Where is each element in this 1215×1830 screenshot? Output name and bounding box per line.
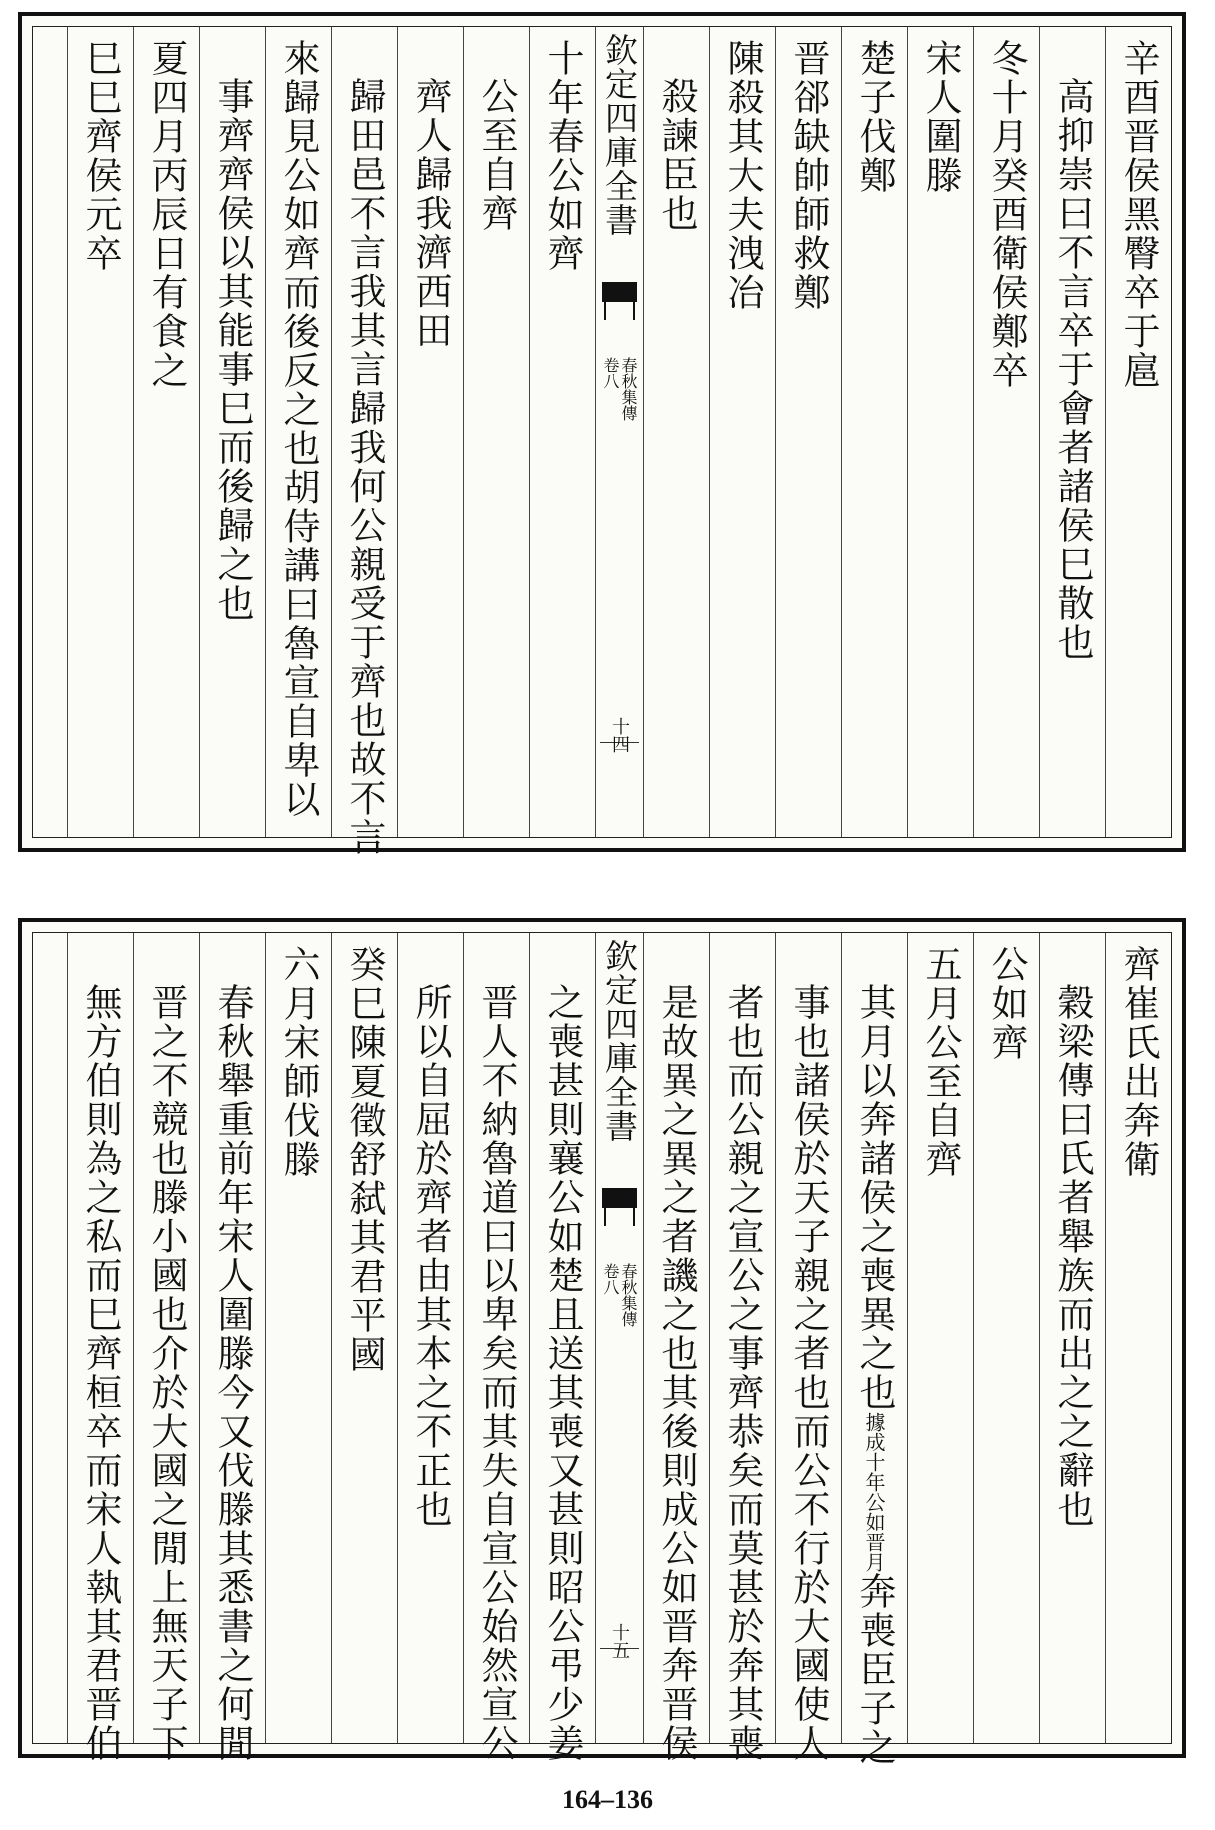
top-col-r6: 晋郤缺帥師救鄭	[775, 27, 841, 837]
bottom-fish-tail-mark-lower	[604, 1208, 635, 1226]
top-fish-tail-mark-lower	[604, 302, 635, 320]
bottom-col-r5	[841, 933, 907, 1767]
bottom-col-l1: 之喪甚則襄公如楚且送其喪又甚則昭公弔少姜	[529, 933, 595, 1743]
bottom-col-l7: 晋之不競也滕小國也介於大國之閒上無天子下	[133, 933, 199, 1743]
bottom-page	[18, 918, 1186, 1767]
top-col-l6: 事齊齊侯以其能事巳而後歸之也	[199, 27, 265, 837]
bottom-col-r1: 齊崔氏出奔衛	[1105, 933, 1171, 1743]
bottom-col-r2: 穀梁傳曰氏者舉族而出之之辭也	[1039, 933, 1105, 1743]
bottom-col-r3: 公如齊	[973, 933, 1039, 1743]
top-page	[18, 12, 1186, 857]
bottom-sub-title: 春秋集傳 卷八	[601, 1263, 638, 1327]
bottom-col-r5-text: 其月以奔諸侯之喪異之也據成十年公如晋月奔喪臣子之	[842, 983, 907, 1767]
top-book-title: 欽定四庫全書	[600, 33, 639, 237]
bottom-col-l4: 癸巳陳夏徵舒弑其君平國	[331, 933, 397, 1743]
top-col-l3: 齊人歸我濟西田	[397, 27, 463, 837]
bottom-col-r6: 事也諸侯於天子親之者也而公不行於大國使人	[775, 933, 841, 1743]
top-leaf-number: 十四	[609, 717, 630, 753]
bottom-leaf-number: 十五	[609, 1623, 630, 1659]
top-col-r3: 冬十月癸酉衛侯鄭卒	[973, 27, 1039, 837]
bottom-col-l3: 所以自屈於齊者由其本之不正也	[397, 933, 463, 1743]
top-col-l7: 夏四月丙辰日有食之	[133, 27, 199, 837]
bottom-col-l2: 晋人不納魯道曰以卑矣而其失自宣公始然宣公	[463, 933, 529, 1743]
bottom-col-l5: 六月宋師伐滕	[265, 933, 331, 1743]
bottom-fish-tail-mark	[602, 1188, 637, 1208]
page-number-footer: 164–136	[562, 1785, 653, 1814]
bottom-col-r7: 者也而公親之宣公之事齊恭矣而莫甚於奔其喪	[709, 933, 775, 1743]
top-page-frame	[32, 26, 1172, 857]
top-col-l5: 來歸見公如齊而後反之也胡侍講曰魯宣自卑以	[265, 27, 331, 837]
top-col-l8: 巳巳齊侯元卒	[67, 27, 133, 837]
bottom-col-r8: 是故異之異之者譏之也其後則成公如晋奔晋侯	[643, 933, 709, 1743]
bottom-col-l8: 無方伯則為之私而巳齊桓卒而宋人執其君晋伯	[67, 933, 133, 1743]
top-col-l1: 十年春公如齊	[529, 27, 595, 837]
bottom-page-frame	[32, 932, 1172, 1767]
top-col-r8: 殺諫臣也	[643, 27, 709, 837]
top-fold	[595, 27, 643, 837]
bottom-fold	[595, 933, 643, 1743]
top-col-r1: 辛酉晋侯黑臀卒于扈	[1105, 27, 1171, 837]
top-col-r5: 楚子伐鄭	[841, 27, 907, 837]
inline-note: 據成十年公如晋月	[862, 1412, 886, 1572]
top-fish-tail-mark	[602, 282, 637, 302]
top-col-l4: 歸田邑不言我其言歸我何公親受于齊也故不言	[331, 27, 397, 837]
bottom-col-l6: 春秋舉重前年宋人圍滕今又伐滕其悉書之何閒	[199, 933, 265, 1743]
top-col-r7: 陳殺其大夫洩冶	[709, 27, 775, 837]
top-sub-title: 春秋集傳 卷八	[601, 357, 638, 421]
top-col-l2: 公至自齊	[463, 27, 529, 837]
top-col-r2: 高抑崇曰不言卒于會者諸侯巳散也	[1039, 27, 1105, 837]
top-col-r4: 宋人圍滕	[907, 27, 973, 837]
bottom-book-title: 欽定四庫全書	[600, 939, 639, 1143]
bottom-col-r4: 五月公至自齊	[907, 933, 973, 1743]
